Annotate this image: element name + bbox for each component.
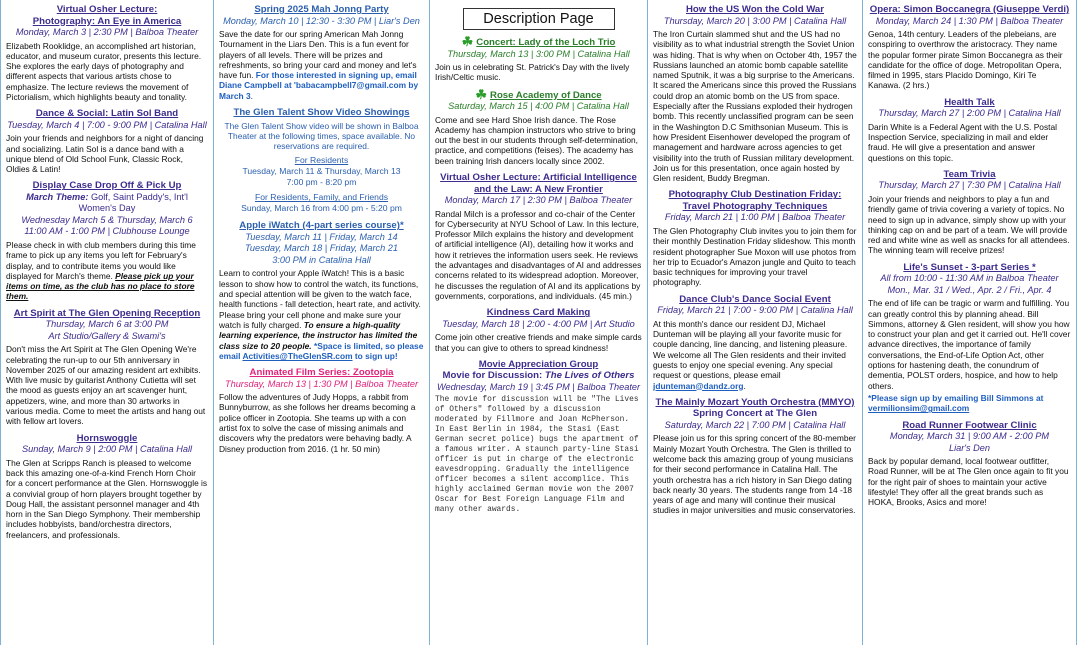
movie-title: The Lives of Others bbox=[544, 370, 635, 382]
event-title: Movie Appreciation Group bbox=[478, 358, 599, 370]
description-end: . bbox=[743, 380, 746, 391]
event-description bbox=[6, 240, 208, 302]
event-meta: Monday, March 17 | 2:30 PM | Balboa Theater bbox=[444, 195, 633, 206]
event-description: Elizabeth Rooklidge, an accomplished art historian, educator, and museum curator, presents this lecture. She explores the early days of photography and different aspects that various artists chose to emphasize. The lecture reviews the movement of Pictorialism, which highlights beauty and tonality. bbox=[6, 40, 202, 102]
event-description: The movie for discussion will be "The Lives of Others" followed by a discussion moderated by Fillmore and Joan McPherson. In East Berlin in 1984, the Stasi (East German secret police) bugs the apartment of a famous writer. A staunch party-line Stasi officer is put in charge of the electronic eavesdropping. Gradually the intelligence officer becomes a silent accomplice. This highly acclaimed German movie won the 2007 Oscar for Best Foreign Language Film and many other awards. bbox=[435, 395, 639, 515]
event-title: Health Talk bbox=[944, 96, 995, 108]
event-meta: Thursday, March 6 at 3:00 PM bbox=[45, 319, 169, 330]
event-kindness-cards bbox=[435, 307, 642, 353]
event-description bbox=[653, 319, 857, 391]
activities-email-link[interactable]: Activities@TheGlenSR.com bbox=[242, 350, 353, 361]
theme-value: Golf, Saint Paddy's, Int'l Women's Day bbox=[78, 191, 188, 214]
event-meta: Wednesday, March 19 | 3:45 PM | Balboa Theater bbox=[436, 381, 641, 392]
column-5 bbox=[862, 0, 1077, 645]
event-description: Join your friends and neighbors to play a fun and friendly game of trivia covering a variety of topics. No need to sign up in advance, simply show up with your thinking cap on and be part of a team. We will provide red and white wine as well as snacks for all attendees. The winning team will receive prizes! bbox=[868, 193, 1070, 256]
event-title: Road Runner Footwear Clinic bbox=[902, 419, 1037, 431]
event-meta: Tuesday, March 18 | 2:00 - 4:00 PM | Art Studio bbox=[442, 318, 635, 329]
event-description: Come join other creative friends and make simple cards that you can give to others to spread kindness! bbox=[435, 332, 642, 353]
event-meta: 3:00 PM in Catalina Hall bbox=[272, 254, 371, 265]
event-meta: Thursday, March 13 | 1:30 PM | Balboa Theater bbox=[224, 378, 419, 389]
event-meta: Liar's Den bbox=[948, 442, 991, 453]
theme-label: March Theme: bbox=[26, 191, 89, 202]
showing-heading: For Residents, Family, and Friends bbox=[254, 192, 389, 203]
event-health-talk bbox=[868, 97, 1071, 163]
event-meta: Tuesday, March 11 | Friday, March 14 bbox=[245, 231, 398, 242]
event-title: Photography Club Destination Friday: bbox=[668, 189, 842, 201]
event-title: Opera: Simon Boccanegra (Giuseppe Verdi) bbox=[869, 4, 1070, 15]
event-meta: Mon., Mar. 31 / Wed., Apr. 2 / Fri., Apr. 4 bbox=[887, 284, 1052, 295]
event-ai-lecture bbox=[435, 172, 642, 301]
event-title: Virtual Osher Lecture: bbox=[56, 4, 158, 15]
event-meta: Monday, March 10 | 12:30 - 3:30 PM | Liar's Den bbox=[223, 15, 420, 26]
event-description: The Iron Curtain slammed shut and the US had no visibility as to what industrial strength the Soviet Union was hiding. That is why when on October 4th, 1957 the Russians launched an atomic bomb capable satellite named Sputnik, it was a big surprise to the Americans. It scared the Americans since this proved the Russians could drop an atomic bomb on the US from space. Especially after the Russians exploded their hydrogen bomb. This recently unclassified program can be seen in the Washington D.C Smithsonian Museum. This is how President Eisenhower developed the program of management and hardware across agencies to get visibility into the truth of Russian military development. Join us for this presentation, once again hosted by Glen resident, Buddy Bregman. bbox=[653, 29, 857, 184]
event-title: The Glen Talent Show Video Showings bbox=[233, 107, 410, 119]
event-title: Dance Club's Dance Social Event bbox=[679, 293, 831, 305]
simmons-email-link[interactable]: vermilionsim@gmail.com bbox=[868, 403, 970, 414]
event-art-spirit bbox=[6, 308, 208, 427]
event-meta: All from 10:00 - 11:30 AM in Balboa Theater bbox=[880, 273, 1059, 284]
description-signup-end: to sign up! bbox=[352, 350, 398, 361]
event-description: Join us in celebrating St. Patrick's Day with the lively Irish/Celtic music. bbox=[435, 62, 630, 83]
event-meta: Wednesday March 5 & Thursday, March 6 bbox=[21, 214, 193, 225]
event-title: Spring 2025 Mah Jonng Party bbox=[254, 4, 389, 15]
event-meta: Saturday, March 22 | 7:00 PM | Catalina Hall bbox=[664, 419, 846, 430]
event-title: Display Case Drop Off & Pick Up bbox=[32, 180, 182, 192]
description-text: Save the date for our spring American Mah Jonng Tournament in the Liars Den. This is a fun event for players of all levels. There will be prizes and refreshments, so bring your card and money and let's have fun. bbox=[219, 29, 417, 81]
event-title: The Mainly Mozart Youth Orchestra (MMYO) bbox=[655, 396, 855, 408]
event-latin-sol bbox=[6, 108, 208, 174]
event-description: Randal Milch is a professor and co-chair of the Center for Cybersecurity at NYU School of Law. In this lecture, Professor Milch explains the history and development of artificial intelligence (AI), detailing how it works and how it retrieves the information users seek. He reviews the advantages and disadvantages of AI and addresses concerns related to its widespread adoption. Moreover, he discusses the regulation of AI and its applications by governments, corporations, and individuals. (45 min.) bbox=[435, 208, 642, 301]
event-subtitle: Spring Concert at The Glen bbox=[692, 408, 818, 420]
event-description: Join your friends and neighbors for a night of dancing and socializing. Latin Sol is a dance band with a unique blend of Old School Funk, Classic Rock, Oldies & Latin! bbox=[6, 133, 204, 175]
event-zootopia bbox=[219, 367, 424, 454]
event-description: Come and see Hard Shoe Irish dance. The Rose Academy has champion instructors who strive to bring out the best in our students through self-determination, practice, and competitions (feises). The academy has been training Irish dancers locally since 2002. bbox=[435, 114, 638, 166]
event-meta: Tuesday, March 18 | Friday, March 21 bbox=[244, 243, 398, 254]
event-signup bbox=[868, 393, 1071, 414]
signup-email-link[interactable]: For those interested in signing up, email Diane Campbell at 'babacampbell7@gmail.com by March 3 bbox=[219, 70, 419, 101]
event-description: The Glen at Scripps Ranch is pleased to welcome back this amazing one-of-a-kind French Horn Choir for a concert performance at the Glen. Hornswoggle is a convivial group of horn players brought together by Doug Hall, the assistant personnel manager and 4th horn in the San Diego Symphony. Their membership includes hobbyists, band/orchestra directors, freelancers, and professionals. bbox=[6, 457, 208, 540]
event-mah-jonng bbox=[219, 4, 424, 101]
event-description: The end of life can be tragic or warm and fulfilling. You can greatly control this by planning ahead. Bill Simmons, attorney & Glen resident, will show you how to construct your plan and get it carried out. He'll cover advance directives, the importance of family conversations, the End-of-Life Option Act, other options for hastening death, the conundrum of dementia, POLST orders, hospice, and how to help others. bbox=[868, 298, 1071, 391]
event-cold-war bbox=[653, 4, 857, 183]
event-photography-club bbox=[653, 189, 857, 287]
event-road-runner bbox=[868, 420, 1071, 508]
event-lifes-sunset bbox=[868, 262, 1071, 414]
event-description: Please join us for this spring concert of the 80-member Mainly Mozart Youth Orchestra. The Glen is thrilled to welcome back this amazing group of young musicians for their second performance in Catalina Hall. The youth orchestra has a rich history in San Diego dating back nearly 30 years. The students range from 14 -18 years of age and many will continue their musical studies in major universities and music conservatories. bbox=[653, 433, 856, 516]
event-meta: 11:00 AM - 1:00 PM | Clubhouse Lounge bbox=[24, 226, 190, 237]
event-title bbox=[435, 36, 642, 49]
dance-email-link[interactable]: jdunteman@dandz.org bbox=[653, 380, 744, 391]
event-subtitle bbox=[435, 370, 642, 382]
event-meta: Monday, March 3 | 2:30 PM | Balboa Theater bbox=[15, 27, 199, 37]
description-end: . bbox=[250, 90, 253, 101]
event-title: Team Trivia bbox=[943, 168, 996, 180]
event-meta: Thursday, March 20 | 3:00 PM | Catalina Hall bbox=[663, 15, 847, 26]
shamrock-icon: ☘ bbox=[461, 34, 474, 49]
event-movie-appreciation bbox=[435, 359, 642, 516]
showing-time: Sunday, March 16 from 4:00 pm - 5:20 pm bbox=[241, 203, 402, 214]
showing-time: 7:00 pm - 8:20 pm bbox=[286, 177, 357, 188]
event-title: Travel Photography Techniques bbox=[682, 200, 828, 212]
event-dance-social bbox=[653, 294, 857, 391]
event-meta: Thursday, March 27 | 2:00 PM | Catalina Hall bbox=[878, 108, 1061, 119]
event-title: Animated Film Series: Zootopia bbox=[249, 367, 394, 379]
column-3 bbox=[429, 0, 647, 645]
event-meta: Art Studio/Gallery & Swami's bbox=[48, 330, 166, 341]
event-photography-lecture bbox=[6, 4, 208, 102]
event-meta: Friday, March 21 | 1:00 PM | Balboa Theater bbox=[664, 212, 846, 223]
event-title: Dance & Social: Latin Sol Band bbox=[35, 108, 179, 120]
event-meta: Saturday, March 15 | 4:00 PM | Catalina Hall bbox=[448, 101, 629, 112]
event-talent-show bbox=[219, 107, 424, 214]
event-title: Art Spirit at The Glen Opening Reception bbox=[13, 307, 201, 319]
event-title-text: Concert: Lady of the Loch Trio bbox=[476, 37, 616, 48]
event-description: Don't miss the Art Spirit at The Glen Opening We're celebrating the run-up to our 5th anniversary in November 2025 of our amazing resident art exhibits. With live music by guitarist Anthony Cutietta will set the mood as guests enjoy an art scavenger hunt, appetizers, wine, and more than 30 artworks in various media. Come to meet the artists and hang out with fellow art lovers. bbox=[6, 344, 206, 427]
event-meta: Sunday, March 9 | 2:00 PM | Catalina Hall bbox=[21, 444, 193, 455]
event-title: Virtual Osher Lecture: Artificial Intelligence bbox=[440, 172, 637, 184]
event-description: Back by popular demand, local footwear outfitter, Road Runner, will be at The Glen once again to fit you for the right pair of shoes to maintain your active lifestyle! They offer all the great brands such as HOKA, Brooks, Asics and more! bbox=[868, 456, 1069, 508]
event-description: Follow the adventures of Judy Hopps, a rabbit from Bunnyburrow, as she follows her dreams becoming a police officer in Zootopia. She teams up with a con artist fox to solve the case of missing animals and discovers why the predators were behaving badly. A Disney production from 2016. (1 hr. 50 min) bbox=[219, 392, 416, 454]
subtitle-text: Movie for Discussion: bbox=[442, 370, 545, 382]
event-title-text: Rose Academy of Dance bbox=[490, 89, 602, 101]
showing-time: Tuesday, March 11 & Thursday, March 13 bbox=[242, 166, 401, 177]
description-signup: *Space is limited, so please email bbox=[219, 340, 424, 361]
event-title bbox=[435, 86, 642, 102]
event-title: Apple iWatch (4-part series course)* bbox=[239, 220, 404, 232]
page-title: Description Page bbox=[463, 8, 615, 30]
event-theme bbox=[6, 192, 208, 215]
event-description: The Glen Photography Club invites you to join them for their monthly Destination Friday slideshow. This month resident photographer Sue Moxon will use photos from her trip to Ecuador's Amazon jungle and Quito to teach basic techniques for improving your travel photography. bbox=[653, 225, 857, 288]
event-meta: Thursday, March 13 | 3:00 PM | Catalina Hall bbox=[447, 48, 630, 59]
event-description: Darin White is a Federal Agent with the U.S. Postal Inspection Service, specializing in mail and elder fraud. He will give a presentation and answer questions on this topic. bbox=[868, 121, 1057, 163]
event-meta: Tuesday, March 4 | 7:00 - 9:00 PM | Catalina Hall bbox=[7, 119, 207, 130]
event-meta: Monday, March 24 | 1:30 PM | Balboa Theater bbox=[875, 15, 1064, 26]
showing-heading: For Residents bbox=[294, 155, 349, 166]
description-emphasis: To ensure a high-quality learning experience, the instructor has limited the class size to 20 people. bbox=[219, 319, 418, 351]
event-rose-academy bbox=[435, 86, 642, 166]
event-lady-of-the-loch bbox=[435, 36, 642, 83]
event-apple-iwatch bbox=[219, 220, 424, 361]
description-emphasis: Please pick up your items on time, as the club has no place to store them. bbox=[6, 270, 195, 302]
column-4 bbox=[647, 0, 862, 645]
event-meta: Friday, March 21 | 7:00 - 9:00 PM | Catalina Hall bbox=[657, 305, 853, 316]
event-title: Life's Sunset - 3-part Series * bbox=[903, 261, 1036, 273]
event-hornswoggle bbox=[6, 433, 208, 540]
signup-text: *Please sign up by emailing Bill Simmons at bbox=[868, 392, 1044, 403]
event-display-case bbox=[6, 180, 208, 301]
event-meta: Monday, March 31 | 9:00 AM - 2:00 PM bbox=[889, 431, 1050, 442]
event-description: The Glen Talent Show video will be shown in Balboa Theater at the following times, space available. No reservations are required. bbox=[224, 120, 419, 152]
column-1 bbox=[0, 0, 213, 645]
event-description: Genoa, 14th century. Leaders of the plebeians, are conspiring to overthrow the aristocracy. They name the popular former pirate Simon Boccanegra as their candidate for the office of doge. Metropolitan Opera, filmed in 1995, stars Placido Domingo, Kiri Te Kanawa. (2 hrs.) bbox=[868, 29, 1063, 91]
event-mozart-orchestra bbox=[653, 397, 857, 516]
event-title: Kindness Card Making bbox=[486, 307, 591, 319]
event-title: Photography: An Eye in America bbox=[32, 15, 182, 27]
event-title: Hornswoggle bbox=[76, 432, 138, 444]
event-title: and the Law: A New Frontier bbox=[474, 183, 603, 195]
event-title: How the US Won the Cold War bbox=[685, 4, 825, 15]
event-meta: Thursday, March 27 | 7:30 PM | Catalina Hall bbox=[878, 180, 1061, 191]
event-opera bbox=[868, 4, 1071, 91]
description-text: Learn to control your Apple iWatch! This is a basic lesson to show how to control the watch, its functions, and special attention will be given to the watch face, health functions - fall detection, heart rate, and activity. Please bring your cell phone and make sure your watch is fully charged. bbox=[219, 268, 421, 330]
event-description bbox=[219, 29, 424, 101]
event-description bbox=[219, 268, 424, 361]
event-team-trivia bbox=[868, 169, 1071, 256]
column-2 bbox=[213, 0, 429, 645]
description-text: Please check in with club members during this time frame to pick up any items you left for February's display, and to contribute items you would like displayed for March's theme. bbox=[6, 239, 196, 281]
shamrock-icon: ☘ bbox=[475, 86, 488, 102]
description-text: At this month's dance our resident DJ, Michael Dunteman will be playing all your favorite music for couple dancing, line dancing, and listening pleasure. We welcome all The Glen residents and their invited guests to enjoy one special evening. Any special request or questions, please email bbox=[653, 318, 848, 381]
